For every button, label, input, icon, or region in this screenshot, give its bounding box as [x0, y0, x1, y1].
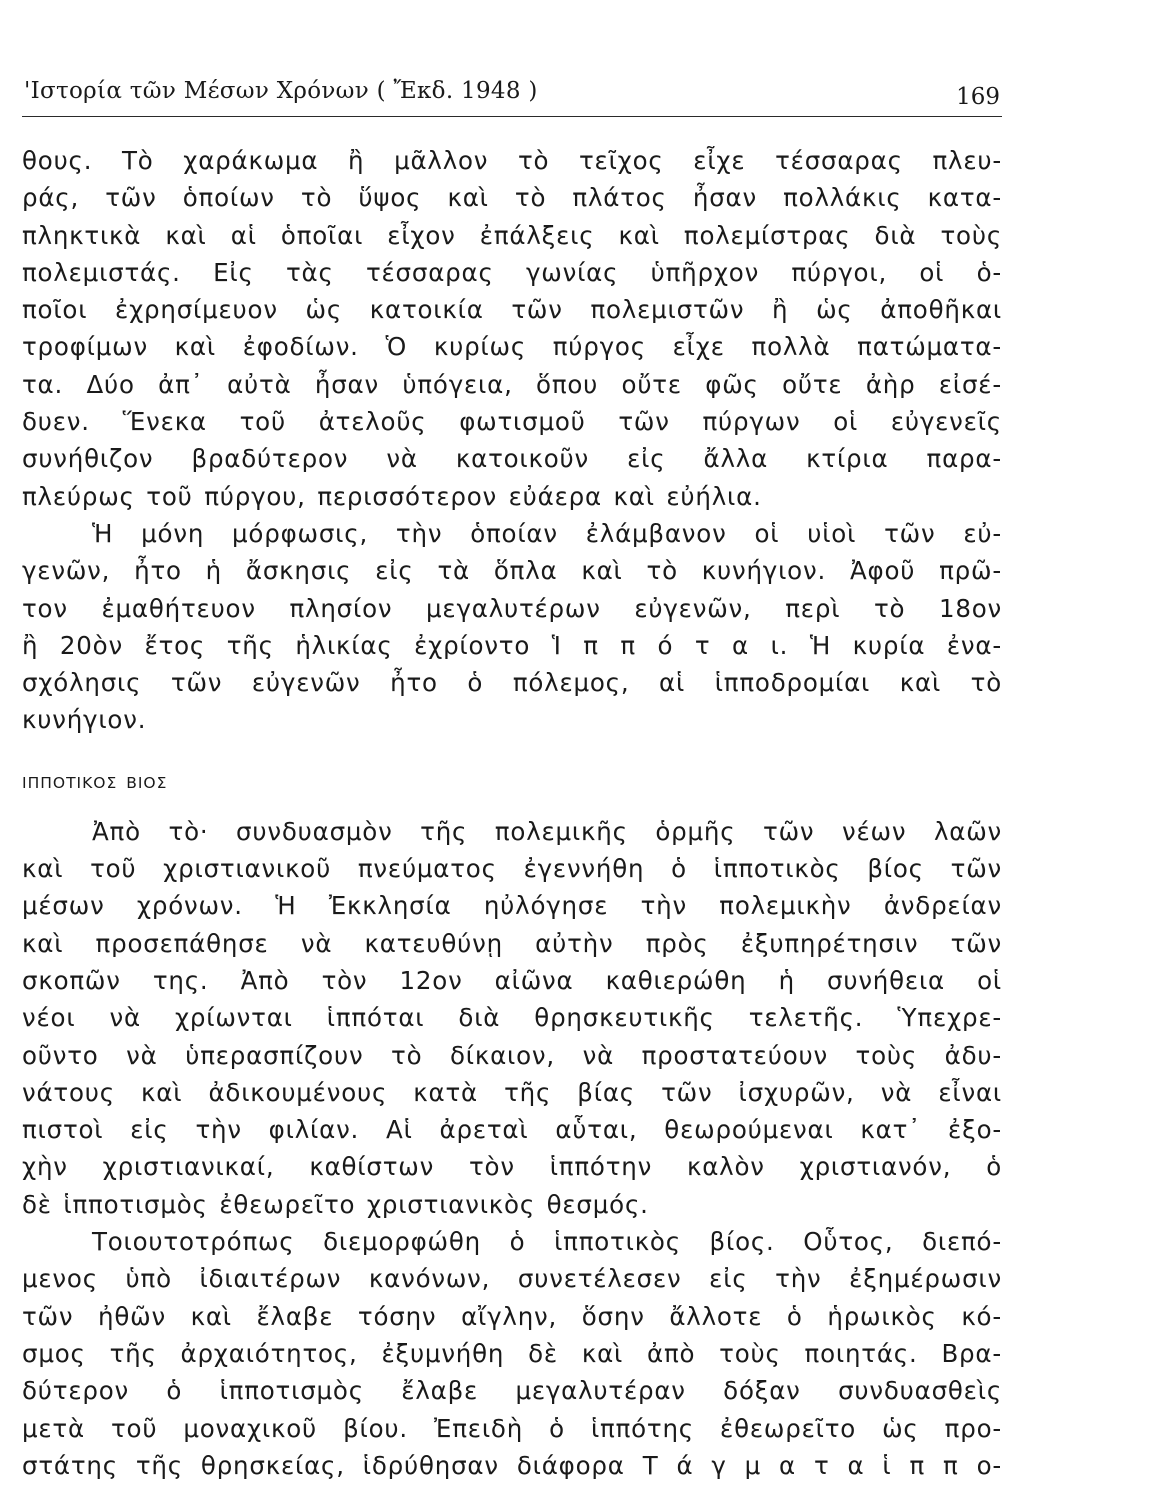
text-line: Ἀπὸ τὸ· συνδυασμὸν τῆς πολεμικῆς ὁρμῆς τῶν νέων λαῶν: [92, 816, 1002, 846]
text-line: πιστοὶ εἰς τὴν φιλίαν. Αἱ ἀρεταὶ αὗται, θεωρούμεναι κατ᾽ ἐξο-: [22, 1115, 1002, 1145]
text-line: χὴν χριστιανικαί, καθίστων τὸν ἱππότην καλὸν χριστιανόν, ὁ: [22, 1152, 1002, 1182]
text-line: καὶ προσεπάθησε νὰ κατευθύνῃ αὐτὴν πρὸς ἐξυπηρέτησιν τῶν: [22, 928, 1002, 958]
text-line: πληκτικὰ καὶ αἱ ὁποῖαι εἶχον ἐπάλξεις καὶ πολεμίστρας διὰ τοὺς: [22, 220, 1002, 250]
text-line: σκοπῶν της. Ἀπὸ τὸν 12ον αἰῶνα καθιερώθη ἡ συνήθεια οἱ: [22, 965, 1002, 995]
text-line: μενος ὑπὸ ἰδιαιτέρων κανόνων, συνετέλεσεν εἰς τὴν ἐξημέρωσιν: [22, 1264, 1002, 1294]
text-line: κυνήγιον.: [22, 705, 147, 735]
text-line: ράς, τῶν ὁποίων τὸ ὕψος καὶ τὸ πλάτος ἦσαν πολλάκις κατα-: [22, 183, 1002, 213]
text-line: συνήθιζον βραδύτερον νὰ κατοικοῦν εἰς ἄλλα κτίρια παρα-: [22, 444, 1002, 474]
text-line: θους. Τὸ χαράκωμα ἢ μᾶλλον τὸ τεῖχος εἶχε τέσσαρας πλευ-: [22, 146, 1002, 175]
header-title: 'Ιστορία τῶν Μέσων Χρόνων ( Ἔκδ. 1948 ): [24, 78, 538, 104]
text-line: Ἡ μόνη μόρφωσις, τὴν ὁποίαν ἐλάμβανον οἱ υἱοὶ τῶν εὐ-: [92, 518, 1002, 548]
text-line: δὲ ἱπποτισμὸς ἐθεωρεῖτο χριστιανικὸς θεσμός.: [22, 1189, 649, 1219]
text-line: πλεύρως τοῦ πύργου, περισσότερον εὐάερα καὶ εὐήλια.: [22, 481, 762, 511]
text-line: οῦντο νὰ ὑπερασπίζουν τὸ δίκαιον, νὰ προστατεύουν τοὺς ἀδυ-: [22, 1040, 1002, 1070]
text-line: ποῖοι ἐχρησίμευον ὡς κατοικία τῶν πολεμιστῶν ἢ ὡς ἀποθῆκαι: [22, 295, 1002, 325]
section-heading: ΙΠΠΟΤΙΚΟΣ ΒΙΟΣ: [22, 773, 168, 792]
text-line: σμος τῆς ἀρχαιότητος, ἐξυμνήθη δὲ καὶ ἀπὸ τοὺς ποιητάς. Βρα-: [22, 1338, 1002, 1368]
paragraph-4: [22, 1223, 1002, 1484]
text-line: δυεν. Ἕνεκα τοῦ ἀτελοῦς φωτισμοῦ τῶν πύργων οἱ εὐγενεῖς: [22, 407, 1002, 437]
text-line: τα. Δύο ἀπ᾽ αὐτὰ ἦσαν ὑπόγεια, ὅπου οὔτε φῶς οὔτε ἀὴρ εἰσέ-: [22, 369, 1002, 399]
text-line: στάτης τῆς θρησκείας, ἱδρύθησαν διάφορα Τ ά γ μ α τ α ἱ π π ο-: [22, 1450, 1002, 1480]
text-line: ἢ 20ὸν ἔτος τῆς ἡλικίας ἐχρίοντο Ἱ π π ό τ α ι. Ἡ κυρία ἐνα-: [22, 630, 1002, 660]
text-line: Τοιουτοτρόπως διεμορφώθη ὁ ἱπποτικὸς βίος. Οὗτος, διεπό-: [92, 1227, 1002, 1257]
running-header: [22, 76, 1002, 117]
text-line: τῶν ἠθῶν καὶ ἔλαβε τόσην αἴγλην, ὅσην ἄλλοτε ὁ ἡρωικὸς κό-: [22, 1301, 1002, 1331]
text-line: γενῶν, ἦτο ἡ ἄσκησις εἰς τὰ ὅπλα καὶ τὸ κυνήγιον. Ἀφοῦ πρῶ-: [22, 556, 1002, 586]
body-text: [22, 142, 1002, 1484]
page-number: 169: [956, 84, 1000, 110]
paragraph-3: [22, 813, 1002, 1223]
text-line: νάτους καὶ ἀδικουμένους κατὰ τῆς βίας τῶν ἰσχυρῶν, νὰ εἶναι: [22, 1077, 1002, 1107]
text-line: σχόλησις τῶν εὐγενῶν ἦτο ὁ πόλεμος, αἱ ἱπποδρομίαι καὶ τὸ: [22, 668, 1002, 698]
paragraph-2: [22, 515, 1002, 739]
text-line: καὶ τοῦ χριστιανικοῦ πνεύματος ἐγεννήθη ὁ ἱπποτικὸς βίος τῶν: [22, 854, 1002, 884]
text-line: τροφίμων καὶ ἐφοδίων. Ὁ κυρίως πύργος εἶχε πολλὰ πατώματα-: [22, 332, 1002, 362]
paragraph-1: [22, 142, 1002, 515]
text-line: δύτερον ὁ ἱπποτισμὸς ἔλαβε μεγαλυτέραν δόξαν συνδυασθεὶς: [22, 1376, 1002, 1406]
text-line: μέσων χρόνων. Ἡ Ἐκκλησία ηὐλόγησε τὴν πολεμικὴν ἀνδρείαν: [22, 891, 1002, 921]
text-line: νέοι νὰ χρίωνται ἱππόται διὰ θρησκευτικῆς τελετῆς. Ὑπεχρε-: [22, 1003, 1002, 1033]
text-line: μετὰ τοῦ μοναχικοῦ βίου. Ἐπειδὴ ὁ ἱππότης ἐθεωρεῖτο ὡς προ-: [22, 1413, 1002, 1443]
text-line: πολεμιστάς. Εἰς τὰς τέσσαρας γωνίας ὑπῆρχον πύργοι, οἱ ὁ-: [22, 257, 1002, 287]
text-line: τον ἐμαθήτευον πλησίον μεγαλυτέρων εὐγενῶν, περὶ τὸ 18ον: [22, 593, 1002, 623]
